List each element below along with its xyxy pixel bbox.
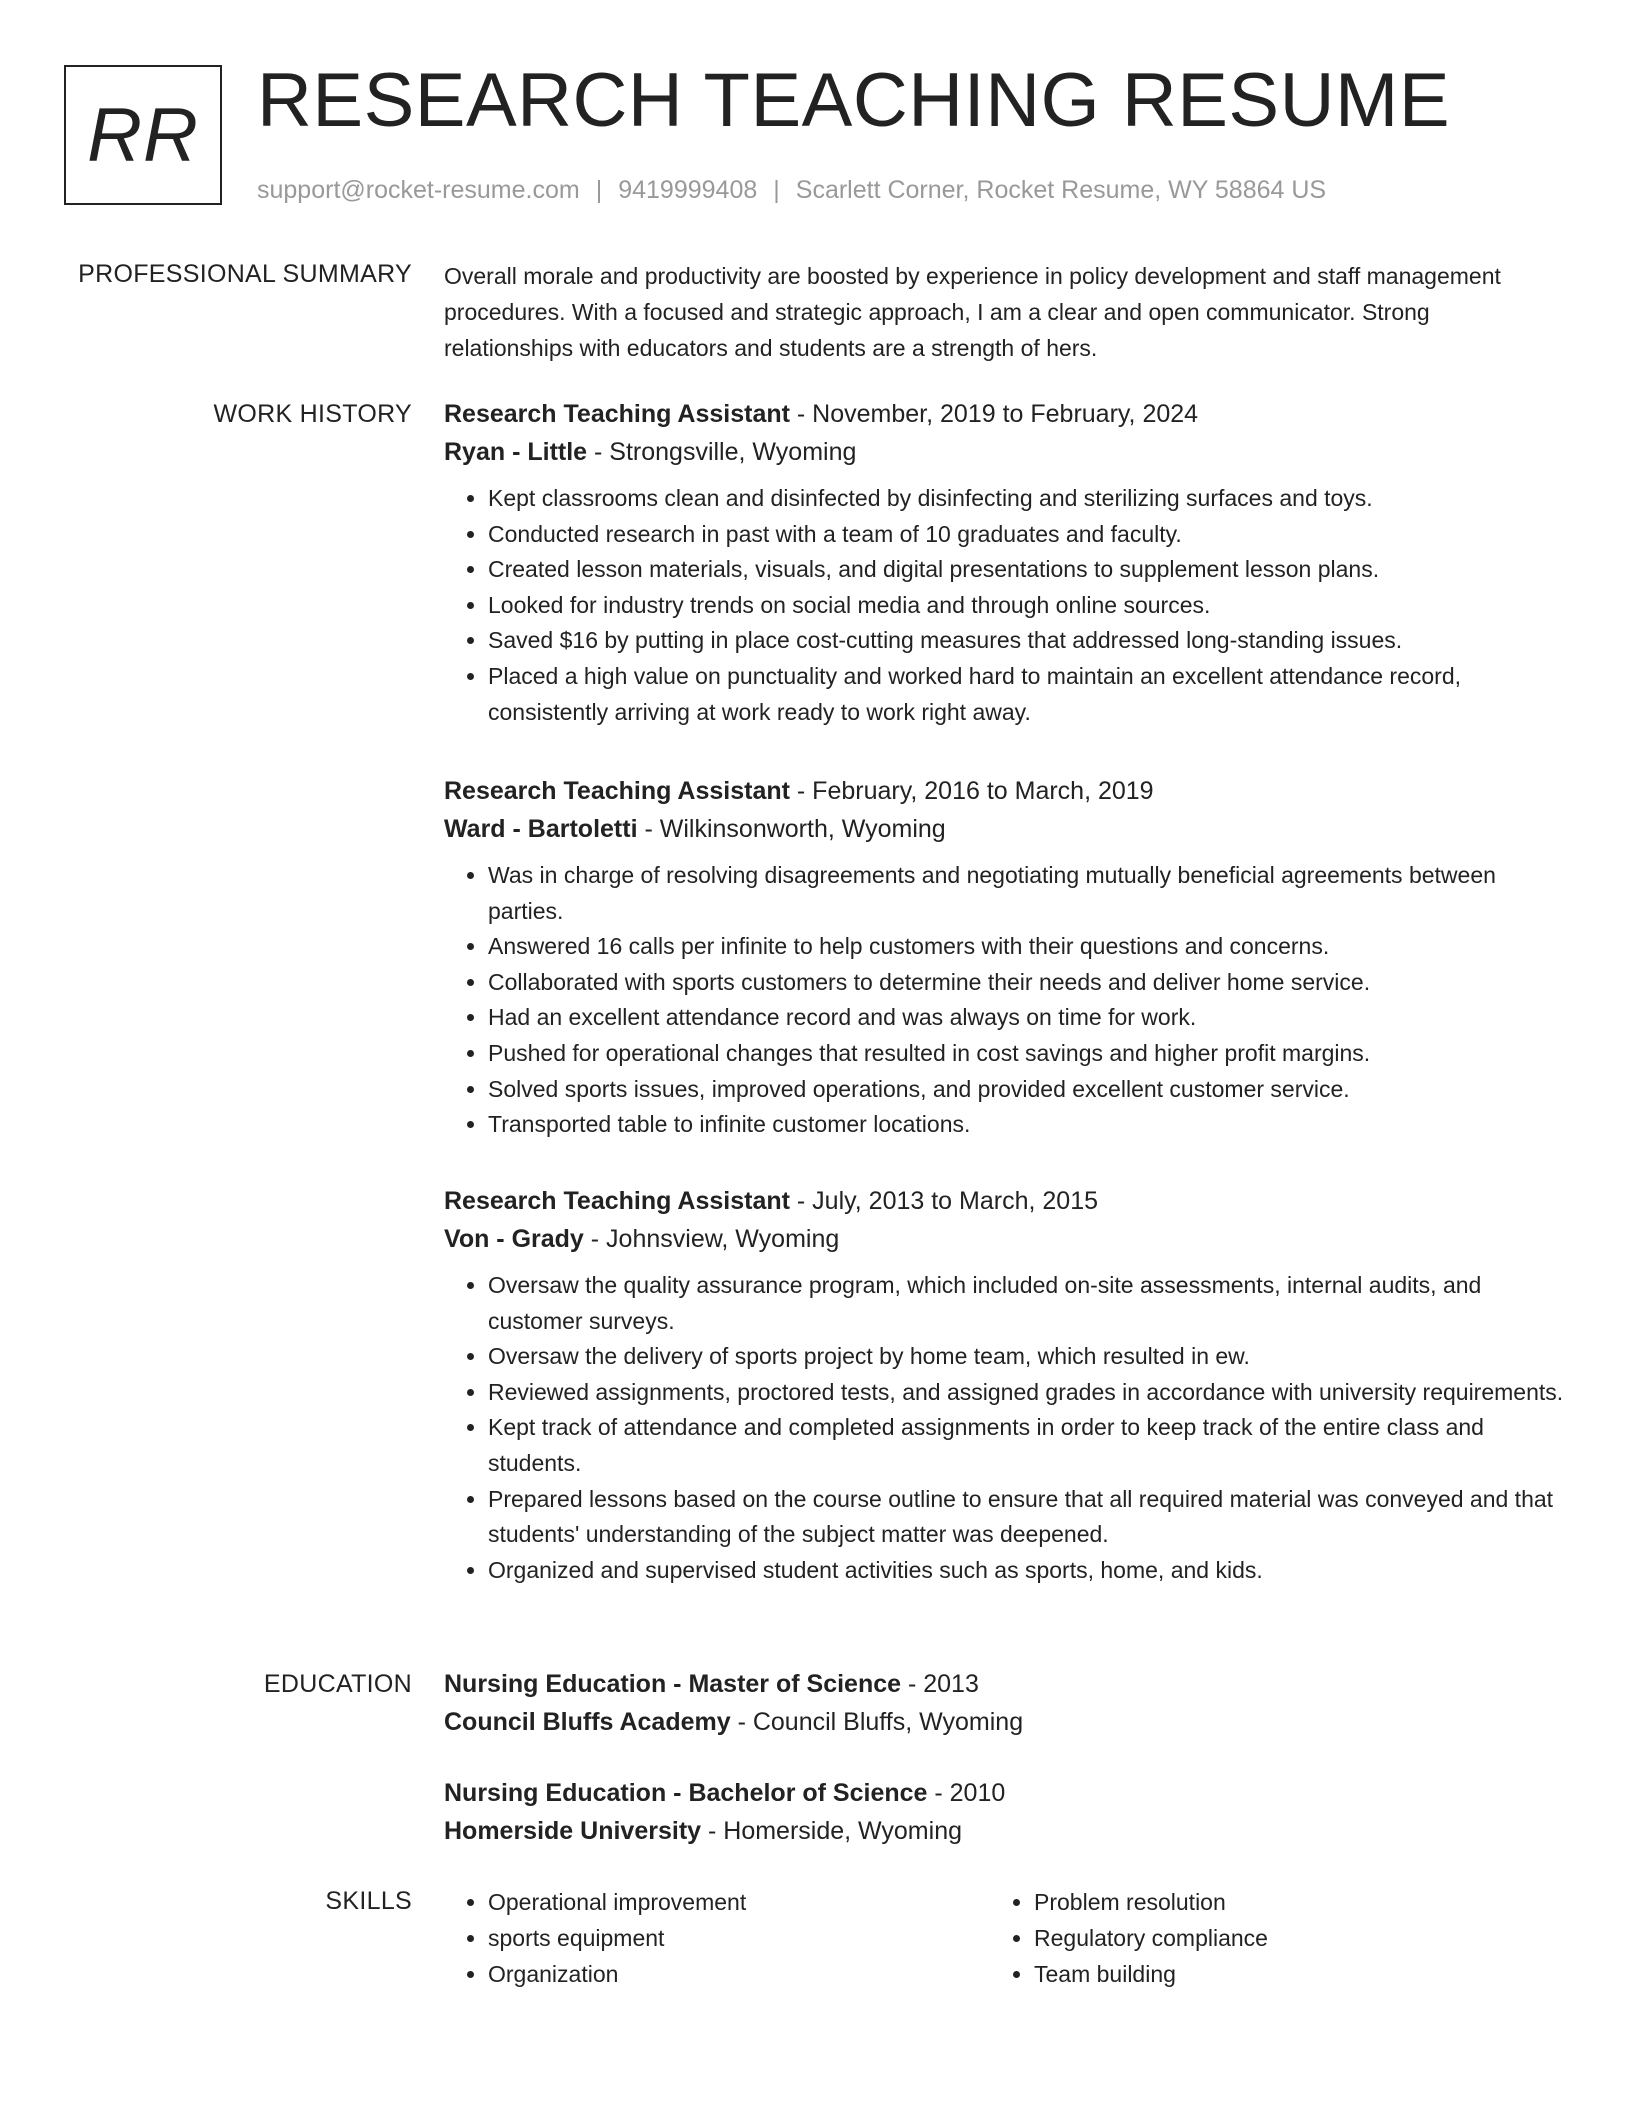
bullet-item: • Kept track of attendance and completed assignments in order to keep track of the entire class and students. <box>488 1410 1564 1481</box>
monogram-logo: RR <box>64 65 222 205</box>
contact-address: Scarlett Corner, Rocket Resume, WY 58864 US <box>795 176 1327 204</box>
bullet-item: • Transported table to infinite customer locations. <box>488 1107 1564 1143</box>
bullet-item: • Saved $16 by putting in place cost-cutting measures that addressed long-standing issues. <box>488 623 1564 659</box>
bullet-item: • Answered 16 calls per infinite to help customers with their questions and concerns. <box>488 929 1564 965</box>
contact-separator: | <box>773 176 780 204</box>
school-location: - Council Bluffs, Wyoming <box>730 1708 1024 1736</box>
bullet-item: • Conducted research in past with a team of 10 graduates and faculty. <box>488 517 1564 553</box>
skill-item: • Team building <box>1034 1956 1536 1992</box>
job-company: Von - Grady <box>444 1225 584 1253</box>
job-location: - Wilkinsonworth, Wyoming <box>637 815 946 843</box>
skills-column-left <box>444 1884 990 1992</box>
job-dates: - February, 2016 to March, 2019 <box>789 777 1154 805</box>
bullet-item: • Solved sports issues, improved operations, and provided excellent customer service. <box>488 1072 1564 1108</box>
school-line <box>444 1703 1564 1741</box>
bullet-item: • Created lesson materials, visuals, and digital presentations to supplement lesson plans. <box>488 552 1564 588</box>
job-dates: - November, 2019 to February, 2024 <box>789 400 1199 428</box>
bullet-item: • Was in charge of resolving disagreements and negotiating mutually beneficial agreements between parties. <box>488 858 1564 929</box>
bullet-item: • Oversaw the quality assurance program, which included on-site assessments, internal audits, and customer surveys. <box>488 1268 1564 1339</box>
contact-phone[interactable]: 9419999408 <box>618 176 758 204</box>
education-entry <box>444 1665 1564 1741</box>
bullet-item: • Reviewed assignments, proctored tests, and assigned grades in accordance with university requirements. <box>488 1375 1564 1411</box>
job-title: Research Teaching Assistant <box>444 777 790 805</box>
job-title: Research Teaching Assistant <box>444 400 790 428</box>
job-company-line <box>444 810 1564 848</box>
job-location: - Strongsville, Wyoming <box>587 438 857 466</box>
degree-year: - 2013 <box>901 1670 979 1698</box>
bullet-item: • Looked for industry trends on social media and through online sources. <box>488 588 1564 624</box>
bullet-item: • Placed a high value on punctuality and worked hard to maintain an excellent attendance record, consistently arriving at work ready to work right away. <box>488 659 1564 730</box>
section-label-work-history: WORK HISTORY <box>213 400 412 428</box>
professional-summary: Overall morale and productivity are boosted by experience in policy development and staff management procedures. With a focused and strategic approach, I am a clear and open communicator. Strong relationships with educators and students are a strength of hers. <box>444 263 1501 361</box>
bullet-item: • Organized and supervised student activities such as sports, home, and kids. <box>488 1553 1564 1589</box>
skill-item: • Operational improvement <box>488 1884 990 1920</box>
section-label-education: EDUCATION <box>263 1670 412 1698</box>
job-company-line <box>444 433 1564 471</box>
skill-item: • Organization <box>488 1956 990 1992</box>
job-bullets <box>444 858 1564 1143</box>
job-dates: - July, 2013 to March, 2015 <box>789 1187 1099 1215</box>
job-company: Ward - Bartoletti <box>444 815 638 843</box>
contact-separator: | <box>595 176 603 204</box>
section-label-summary: PROFESSIONAL SUMMARY <box>78 260 412 288</box>
skill-item: • sports equipment <box>488 1920 990 1956</box>
degree-line <box>444 1774 1564 1812</box>
bullet-item: • Oversaw the delivery of sports project by home team, which resulted in ew. <box>488 1339 1564 1375</box>
contact-line <box>257 173 1326 207</box>
job-title: Research Teaching Assistant <box>444 1187 790 1215</box>
job-title-line <box>444 1182 1564 1220</box>
skills-column-right <box>990 1884 1536 1992</box>
page-title: RESEARCH TEACHING RESUME <box>257 58 1451 143</box>
bullet-item: • Collaborated with sports customers to determine their needs and deliver home service. <box>488 965 1564 1001</box>
degree: Nursing Education - Bachelor of Science <box>444 1779 928 1807</box>
job-company: Ryan - Little <box>444 438 588 466</box>
job-entry <box>444 1182 1564 1588</box>
school-location: - Homerside, Wyoming <box>701 1817 962 1845</box>
bullet-item: • Kept classrooms clean and disinfected by disinfecting and sterilizing surfaces and toys. <box>488 481 1564 517</box>
skills-list <box>444 1884 1564 1992</box>
job-location: - Johnsview, Wyoming <box>583 1225 840 1253</box>
degree: Nursing Education - Master of Science <box>444 1670 902 1698</box>
job-title-line <box>444 772 1564 810</box>
skill-item: • Problem resolution <box>1034 1884 1536 1920</box>
skill-item: • Regulatory compliance <box>1034 1920 1536 1956</box>
degree-year: - 2010 <box>927 1779 1006 1807</box>
job-title-line <box>444 395 1564 433</box>
school-line <box>444 1812 1564 1850</box>
bullet-item: • Had an excellent attendance record and was always on time for work. <box>488 1000 1564 1036</box>
school: Homerside University <box>444 1817 702 1845</box>
job-bullets <box>444 481 1564 730</box>
job-entry <box>444 395 1564 730</box>
section-label-skills: SKILLS <box>325 1887 412 1915</box>
job-bullets <box>444 1268 1564 1588</box>
job-entry <box>444 772 1564 1143</box>
degree-line <box>444 1665 1564 1703</box>
education-entry <box>444 1774 1564 1850</box>
school: Council Bluffs Academy <box>444 1708 731 1736</box>
bullet-item: • Pushed for operational changes that resulted in cost savings and higher profit margins. <box>488 1036 1564 1072</box>
bullet-item: • Prepared lessons based on the course outline to ensure that all required material was conveyed and that students' understanding of the subject matter was deepened. <box>488 1482 1564 1553</box>
contact-email[interactable]: support@rocket-resume.com <box>257 176 580 204</box>
job-company-line <box>444 1220 1564 1258</box>
